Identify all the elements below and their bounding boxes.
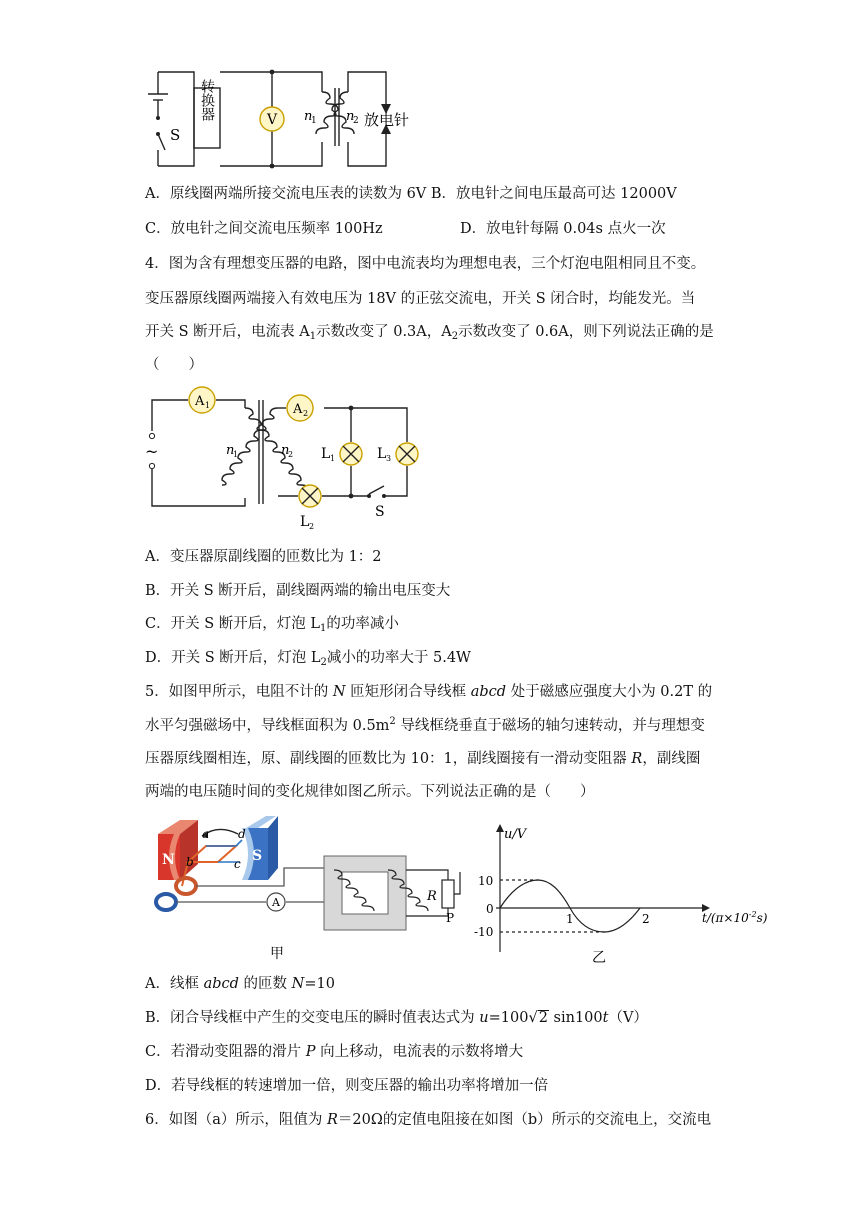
n2-label: n	[281, 443, 290, 458]
svg-text:1: 1	[233, 450, 239, 459]
svg-text:1: 1	[330, 454, 336, 463]
n1-sub: 1	[311, 116, 317, 126]
ac-source-symbol: ~	[145, 442, 159, 461]
figure-spark-circuit	[140, 62, 430, 174]
q5-stem-line1: 5．如图甲所示，电阻不计的 N 匝矩形闭合导线框 abcd 处于磁感应强度大小为 0.2T 的	[145, 684, 713, 700]
q5-option-c: C．若滑动变阻器的滑片 P 向上移动，电流表的示数将增大	[145, 1044, 524, 1060]
needle-label: 放电针	[364, 111, 410, 129]
svg-text:2: 2	[288, 450, 294, 459]
q5-stem-line3: 压器原线圈相连，原、副线圈的匝数比为 10：1，副线圈接有一滑动变阻器 R，副线圈	[145, 751, 701, 767]
switch-label: S	[170, 126, 181, 144]
slider-p-label: P	[446, 911, 455, 925]
voltmeter-label: V	[266, 112, 278, 128]
svg-text:2: 2	[303, 409, 309, 418]
n2-sub: 2	[353, 116, 359, 126]
svg-text:a: a	[202, 827, 210, 841]
q4-answer-brackets: （ ）	[145, 357, 203, 373]
ammeter-a2-label: A	[293, 402, 303, 417]
x-axis-label: $t/(\pi\times 10^{-2}s)$	[702, 910, 768, 925]
y-axis-label: u/V	[504, 827, 527, 842]
q4-stem-line2: 变压器原线圈两端接入有效电压为 18V 的正弦交流电，开关 S 闭合时，均能发光。当	[145, 291, 696, 307]
lamp-l1-label: L	[321, 446, 331, 462]
y-tick-bottom: -10	[474, 925, 494, 939]
figure-generator-jia	[148, 812, 468, 962]
x-tick-2: 2	[642, 912, 650, 926]
y-tick-zero: 0	[486, 902, 494, 916]
ammeter-label: A	[272, 896, 280, 909]
n1-label: n	[304, 109, 313, 124]
figure-voltage-graph-yi	[474, 822, 770, 968]
svg-text:b: b	[186, 855, 194, 869]
x-tick-1: 1	[566, 912, 574, 926]
q4-option-c: C．开关 S 断开后，灯泡 $L_1$的功率减小	[145, 616, 399, 634]
q5-option-a: A．线框 abcd 的匝数 N=10	[145, 976, 335, 992]
q4-option-a: A．变压器原副线圈的匝数比为 1：2	[145, 549, 382, 565]
magnet-n-label: N	[162, 852, 175, 868]
lamp-l3-label: L	[377, 446, 387, 462]
svg-text:c: c	[234, 857, 241, 871]
q5-stem-line2: 水平匀强磁场中，导线框面积为 $0.5m^2$ 导线框绕垂直于磁场的轴匀速转动，并与理想变	[145, 716, 705, 734]
q5-option-d: D．若导线框的转速增加一倍，则变压器的输出功率将增加一倍	[145, 1078, 549, 1094]
figure-transformer-lamps	[140, 386, 430, 532]
n1-label: n	[226, 443, 235, 458]
converter-label: 转换器	[199, 79, 215, 121]
n2-label: n	[346, 109, 355, 124]
lamp-l2-label: L	[300, 514, 310, 530]
q3-option-c: C．放电针之间交流电压频率 100Hz	[145, 221, 383, 237]
rheostat-r-label: R	[427, 889, 437, 904]
q4-option-d: D．开关 S 断开后，灯泡 $L_2$减小的功率大于 5.4W	[145, 650, 471, 668]
q4-stem-line1: 4．图为含有理想变压器的电路，图中电流表均为理想电表，三个灯泡电阻相同且不变。	[145, 256, 706, 272]
ammeter-a1-label: A	[195, 394, 205, 409]
magnet-s-label: S	[252, 848, 263, 864]
q4-stem-line3: 开关 S 断开后，电流表 $A_1$示数改变了 0.3A，$A_2$示数改变了 0.6A，则下列说法正确的是	[145, 324, 714, 342]
y-tick-top: 10	[478, 874, 494, 888]
q3-option-d: D．放电针每隔 0.04s 点火一次	[460, 221, 666, 237]
caption-jia: 甲	[270, 946, 284, 962]
caption-yi: 乙	[592, 950, 606, 966]
q5-stem-line4: 两端的电压随时间的变化规律如图乙所示。下列说法正确的是（ ）	[145, 784, 595, 800]
q3-option-a: A．原线圈两端所接交流电压表的读数为 6V B．放电针之间电压最高可达 12000V	[145, 186, 677, 202]
svg-text:3: 3	[386, 454, 392, 463]
q6-stem-line1: 6．如图（a）所示，阻值为 R＝20Ω的定值电阻接在如图（b）所示的交流电上，交流电	[145, 1112, 712, 1128]
svg-text:d: d	[238, 827, 246, 841]
svg-text:1: 1	[205, 401, 211, 410]
q5-option-b: B．闭合导线框中产生的交变电压的瞬时值表达式为 u=100√2 sin100t（V）	[145, 1010, 648, 1026]
switch-s-label: S	[375, 504, 385, 520]
q4-option-b: B．开关 S 断开后，副线圈两端的输出电压变大	[145, 583, 451, 599]
svg-text:2: 2	[309, 522, 315, 531]
